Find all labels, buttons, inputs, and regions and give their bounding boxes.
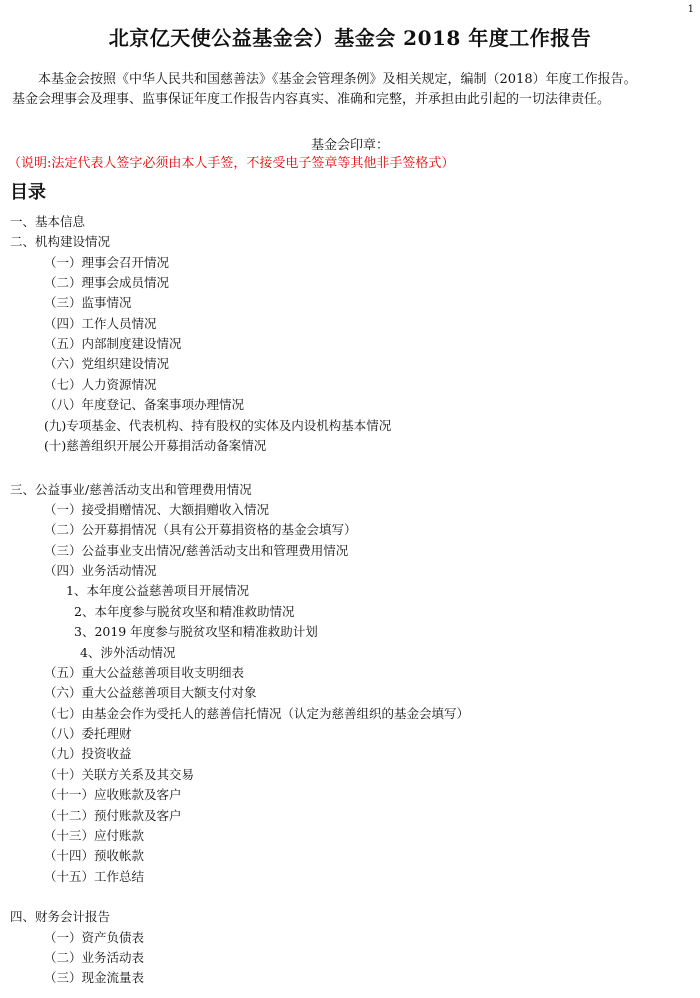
toc-item: （二）公开募捐情况（具有公开募捐资格的基金会填写） (44, 522, 357, 537)
page-number: 1 (687, 4, 694, 15)
toc-item: （三）现金流量表 (44, 970, 145, 985)
toc-item: （二）业务活动表 (44, 950, 145, 965)
toc-item: （一）资产负债表 (44, 930, 145, 945)
toc-item: 四、财务会计报告 (10, 909, 111, 924)
toc-item: （二）理事会成员情况 (44, 275, 170, 290)
intro-paragraph (12, 70, 692, 110)
toc-item: （八）年度登记、备案事项办理情况 (44, 397, 245, 412)
toc-item: （三）公益事业支出情况/慈善活动支出和管理费用情况 (44, 543, 349, 558)
toc-item: 2、本年度参与脱贫攻坚和精准救助情况 (74, 604, 295, 619)
intro-line-2: 基金会理事会及理事、监事保证年度工作报告内容真实、准确和完整，并承担由此引起的一切法律责任。 (12, 92, 611, 107)
toc-item: （七）人力资源情况 (44, 377, 157, 392)
toc-item: 三、公益事业/慈善活动支出和管理费用情况 (10, 482, 252, 497)
toc-item: （十一）应收账款及客户 (44, 787, 182, 802)
toc-item: (九)专项基金、代表机构、持有股权的实体及内设机构基本情况 (44, 418, 392, 433)
toc-item: （五）重大公益慈善项目收支明细表 (44, 665, 245, 680)
toc-item: （六）党组织建设情况 (44, 356, 170, 371)
toc-item: （十二）预付账款及客户 (44, 808, 182, 823)
intro-line-1: 本基金会按照《中华人民共和国慈善法》《基金会管理条例》及相关规定，编制（2018）年度工作报告。 (38, 72, 637, 87)
toc-heading: 目录 (10, 182, 46, 203)
toc-item: （七）由基金会作为受托人的慈善信托情况（认定为慈善组织的基金会填写） (44, 706, 470, 721)
toc-item: （四）业务活动情况 (44, 563, 157, 578)
toc-item: 1、本年度公益慈善项目开展情况 (66, 583, 249, 598)
toc-item: （九）投资收益 (44, 746, 132, 761)
toc-item: 一、基本信息 (10, 214, 86, 229)
toc-item: 4、涉外活动情况 (80, 645, 176, 660)
toc-item: （十）关联方关系及其交易 (44, 767, 195, 782)
toc-item: （十三）应付账款 (44, 828, 145, 843)
toc-item: （三）监事情况 (44, 295, 132, 310)
toc-item: 3、2019 年度参与脱贫攻坚和精准救助计划 (74, 624, 318, 639)
toc-item: （五）内部制度建设情况 (44, 336, 182, 351)
toc-item: （一）接受捐赠情况、大额捐赠收入情况 (44, 502, 270, 517)
toc-item: 二、机构建设情况 (10, 234, 111, 249)
toc-item: （四）工作人员情况 (44, 316, 157, 331)
toc-item: （十五）工作总结 (44, 869, 145, 884)
toc-item: （八）委托理财 (44, 726, 132, 741)
signature-note: （说明:法定代表人签字必须由本人手签，不接受电子签章等其他非手签格式） (8, 156, 455, 171)
toc-item: （六）重大公益慈善项目大额支付对象 (44, 685, 257, 700)
seal-label: 基金会印章： (310, 138, 389, 153)
toc-item: （一）理事会召开情况 (44, 255, 170, 270)
toc-item: （十四）预收帐款 (44, 848, 145, 863)
report-title: 北京亿天使公益基金会）基金会 2018 年度工作报告 (108, 26, 592, 50)
toc-item: (十)慈善组织开展公开募捐活动备案情况 (44, 438, 267, 453)
